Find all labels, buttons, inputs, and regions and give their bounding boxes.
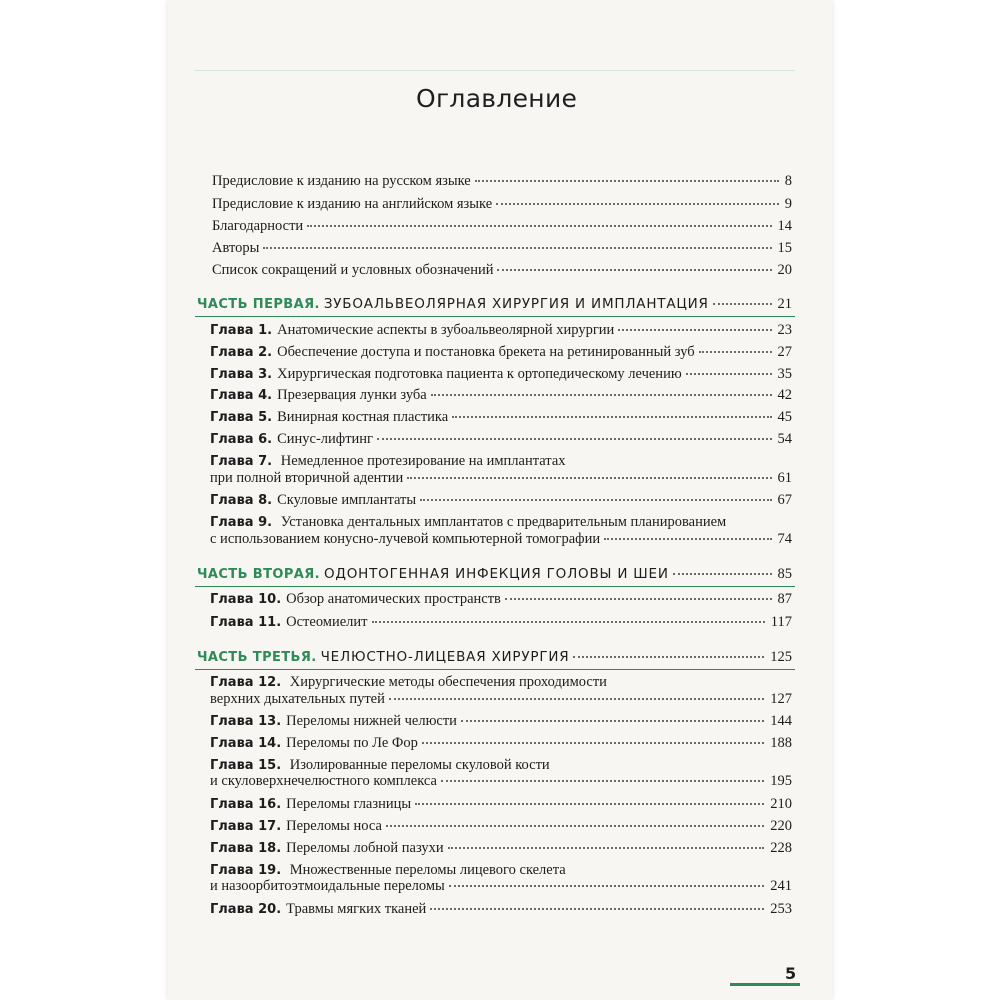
dot-leader xyxy=(415,803,764,805)
chapter-number: Глава 15. xyxy=(210,758,282,773)
toc-entry-abbreviations xyxy=(212,261,792,280)
dot-leader xyxy=(713,303,772,305)
toc-chapter-12-line2 xyxy=(210,690,792,709)
toc-chapter-16 xyxy=(210,795,792,814)
chapter-title: Установка дентальных имплантатов с предварительным планированием xyxy=(280,514,727,530)
chapter-number: Глава 13. xyxy=(210,714,282,729)
chapter-number: Глава 19. xyxy=(210,863,282,878)
toc-chapter-10 xyxy=(210,590,792,609)
toc-chapter-4 xyxy=(210,386,792,405)
chapter-number: Глава 20. xyxy=(210,902,282,917)
dot-leader xyxy=(573,656,764,658)
chapter-title: Хирургические методы обеспечения проходимости xyxy=(289,674,607,690)
toc-chapter-13 xyxy=(210,712,792,731)
dot-leader xyxy=(307,225,771,227)
toc-entry-page: 8 xyxy=(784,173,792,189)
part-label: ЧАСТЬ ПЕРВАЯ. xyxy=(197,297,320,312)
part-label: ЧАСТЬ ТРЕТЬЯ. xyxy=(197,650,317,665)
part-rule xyxy=(195,586,795,587)
chapter-title: Переломы нижней челюсти xyxy=(286,713,457,729)
toc-entry-label: Авторы xyxy=(212,240,260,256)
chapter-number: Глава 6. xyxy=(210,432,273,447)
dot-leader xyxy=(497,269,771,271)
part-heading-2 xyxy=(197,565,792,584)
toc-chapter-19-line2 xyxy=(210,877,792,896)
chapter-page: 74 xyxy=(777,531,792,547)
chapter-page: 210 xyxy=(770,796,792,812)
chapter-title: Переломы по Ле Фор xyxy=(286,735,418,751)
chapter-title-cont: и скуловерхнечелюстного комплекса xyxy=(210,773,437,789)
part-rule xyxy=(195,316,795,317)
toc-entry-label: Список сокращений и условных обозначений xyxy=(212,262,494,278)
chapter-number: Глава 16. xyxy=(210,797,282,812)
part-page: 21 xyxy=(777,296,792,312)
part-title: ОДОНТОГЕННАЯ ИНФЕКЦИЯ ГОЛОВЫ И ШЕИ xyxy=(323,566,669,582)
page-title: Оглавление xyxy=(416,84,578,113)
chapter-page: 228 xyxy=(770,840,792,856)
chapter-title: Немедленное протезирование на имплантатах xyxy=(280,453,566,469)
chapter-page: 54 xyxy=(777,431,792,447)
toc-entry-page: 15 xyxy=(777,240,792,256)
toc-entry-page: 9 xyxy=(784,196,792,212)
chapter-title: Обзор анатомических пространств xyxy=(286,591,501,607)
chapter-page: 195 xyxy=(770,773,792,789)
chapter-title-cont: с использованием конусно-лучевой компьютерной томографии xyxy=(210,531,601,547)
toc-entry-label: Благодарности xyxy=(212,218,304,234)
dot-leader xyxy=(673,573,772,575)
dot-leader xyxy=(449,885,764,887)
part-page: 125 xyxy=(770,649,792,665)
chapter-page: 144 xyxy=(770,713,792,729)
chapter-page: 67 xyxy=(777,492,792,508)
dot-leader xyxy=(441,780,764,782)
chapter-number: Глава 2. xyxy=(210,345,273,360)
dot-leader xyxy=(389,698,764,700)
chapter-number: Глава 11. xyxy=(210,615,282,630)
chapter-number: Глава 10. xyxy=(210,592,282,607)
chapter-title: Переломы лобной пазухи xyxy=(286,840,444,856)
toc-chapter-5 xyxy=(210,408,792,427)
part-title: ЧЕЛЮСТНО-ЛИЦЕВАЯ ХИРУРГИЯ xyxy=(320,649,570,665)
dot-leader xyxy=(475,180,779,182)
chapter-page: 117 xyxy=(770,614,792,630)
toc-entry-label: Предисловие к изданию на английском языке xyxy=(212,196,493,212)
chapter-page: 241 xyxy=(770,878,792,894)
chapter-number: Глава 1. xyxy=(210,323,273,338)
chapter-page: 220 xyxy=(770,818,792,834)
chapter-title: Множественные переломы лицевого скелета xyxy=(289,862,566,878)
chapter-title: Хирургическая подготовка пациента к ортопедическому лечению xyxy=(277,366,682,382)
toc-chapter-17 xyxy=(210,817,792,836)
toc-chapter-1 xyxy=(210,321,792,340)
dot-leader xyxy=(505,598,772,600)
chapter-number: Глава 12. xyxy=(210,675,282,690)
dot-leader xyxy=(452,416,771,418)
toc-entry-preface-ru xyxy=(212,172,792,191)
toc-entry-authors xyxy=(212,239,792,258)
chapter-number: Глава 18. xyxy=(210,841,282,856)
part-heading-3 xyxy=(197,648,792,667)
dot-leader xyxy=(618,329,771,331)
page-number-bar xyxy=(730,983,800,986)
chapter-title-cont: и назоорбитоэтмоидальные переломы xyxy=(210,878,445,894)
dot-leader xyxy=(422,742,764,744)
chapter-page: 87 xyxy=(777,591,792,607)
dot-leader xyxy=(430,908,764,910)
dot-leader xyxy=(699,351,772,353)
part-page: 85 xyxy=(777,566,792,582)
chapter-title: Обеспечение доступа и постановка брекета на ретинированный зуб xyxy=(277,344,695,360)
chapter-title-cont: верхних дыхательных путей xyxy=(210,691,385,707)
chapter-title-cont: при полной вторичной адентии xyxy=(210,470,404,486)
chapter-page: 127 xyxy=(770,691,792,707)
chapter-page: 253 xyxy=(770,901,792,917)
dot-leader xyxy=(448,847,765,849)
toc-chapter-15-line2 xyxy=(210,772,792,791)
chapter-title: Переломы носа xyxy=(286,818,382,834)
dot-leader xyxy=(604,538,771,540)
toc-entry-acknowledgements xyxy=(212,217,792,236)
chapter-number: Глава 5. xyxy=(210,410,273,425)
page-number: 5 xyxy=(785,964,797,983)
chapter-number: Глава 9. xyxy=(210,515,273,530)
chapter-title: Скуловые имплантаты xyxy=(277,492,417,508)
chapter-page: 42 xyxy=(777,387,792,403)
chapter-title: Переломы глазницы xyxy=(286,796,412,812)
part-label: ЧАСТЬ ВТОРАЯ. xyxy=(197,567,320,582)
toc-entry-label: Предисловие к изданию на русском языке xyxy=(212,173,471,189)
chapter-title: Винирная костная пластика xyxy=(277,409,449,425)
chapter-number: Глава 4. xyxy=(210,388,273,403)
toc-chapter-14 xyxy=(210,734,792,753)
dot-leader xyxy=(372,621,765,623)
dot-leader xyxy=(420,499,771,501)
header-rule xyxy=(195,70,795,71)
chapter-number: Глава 8. xyxy=(210,493,273,508)
dot-leader xyxy=(686,373,772,375)
chapter-page: 23 xyxy=(777,322,792,338)
chapter-page: 61 xyxy=(777,470,792,486)
chapter-page: 35 xyxy=(777,366,792,382)
dot-leader xyxy=(431,394,772,396)
toc-chapter-6 xyxy=(210,430,792,449)
toc-entry-preface-en xyxy=(212,195,792,214)
chapter-title: Остеомиелит xyxy=(286,614,368,630)
toc-chapter-9-line2 xyxy=(210,530,792,549)
chapter-page: 27 xyxy=(777,344,792,360)
dot-leader xyxy=(263,247,771,249)
dot-leader xyxy=(377,438,772,440)
chapter-number: Глава 3. xyxy=(210,367,273,382)
toc-entry-page: 14 xyxy=(777,218,792,234)
dot-leader xyxy=(386,825,764,827)
toc-chapter-2 xyxy=(210,343,792,362)
toc-chapter-3 xyxy=(210,365,792,384)
chapter-title: Синус-лифтинг xyxy=(277,431,373,447)
chapter-number: Глава 7. xyxy=(210,454,273,469)
toc-chapter-18 xyxy=(210,839,792,858)
part-title: ЗУБОАЛЬВЕОЛЯРНАЯ ХИРУРГИЯ И ИМПЛАНТАЦИЯ xyxy=(323,296,709,312)
toc-chapter-11 xyxy=(210,613,792,632)
chapter-title: Презервация лунки зуба xyxy=(277,387,427,403)
toc-entry-page: 20 xyxy=(777,262,792,278)
dot-leader xyxy=(407,477,771,479)
chapter-number: Глава 14. xyxy=(210,736,282,751)
toc-chapter-7-line2 xyxy=(210,469,792,488)
chapter-title: Изолированные переломы скуловой кости xyxy=(289,757,550,773)
chapter-number: Глава 17. xyxy=(210,819,282,834)
toc-chapter-8 xyxy=(210,491,792,510)
part-heading-1 xyxy=(197,295,792,314)
toc-chapter-20 xyxy=(210,900,792,919)
dot-leader xyxy=(496,203,779,205)
part-rule xyxy=(195,669,795,670)
dot-leader xyxy=(461,720,764,722)
chapter-page: 45 xyxy=(777,409,792,425)
chapter-title: Анатомические аспекты в зубоальвеолярной хирургии xyxy=(277,322,615,338)
chapter-title: Травмы мягких тканей xyxy=(286,901,427,917)
chapter-page: 188 xyxy=(770,735,792,751)
